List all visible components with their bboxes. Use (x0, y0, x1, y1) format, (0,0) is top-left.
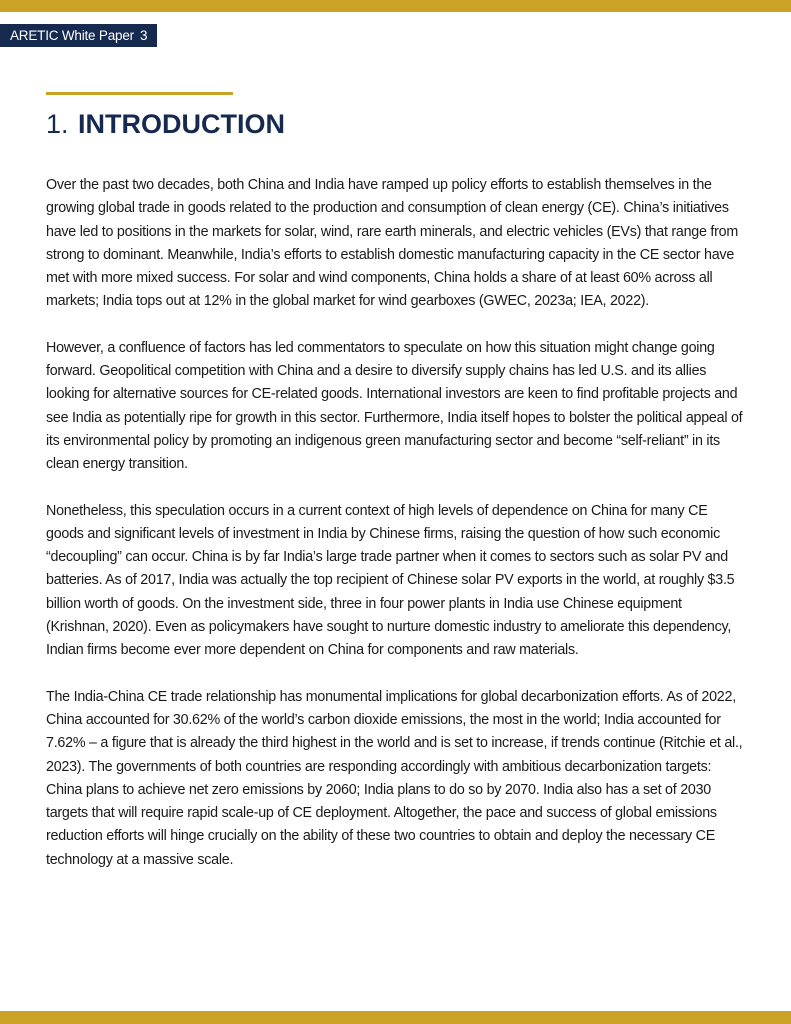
paragraph: Nonetheless, this speculation occurs in a current context of high levels of dependence on China for many CE goods and significant levels of investment in India by Chinese firms, raising the question of how such economic “decoupling” can occur. China is by far India’s large trade partner when it comes to sectors such as solar PV and batteries. As of 2017, India was actually the top recipient of Chinese solar PV exports in the world, at roughly $3.5 billion worth of goods. On the investment side, three in four power plants in India use Chinese equipment (Krishnan, 2020). Even as policymakers have sought to nurture domestic industry to ameliorate this dependency, Indian firms become ever more dependent on China for components and raw materials. (46, 502, 735, 659)
header-title: ARETIC White Paper (10, 28, 134, 43)
paragraph: However, a confluence of factors has led commentators to speculate on how this situation might change going forward. Geopolitical competition with China and a desire to diversify supply chains has led U.S. and its allies looking for alternative sources for CE-related goods. International investors are keen to find profitable projects and see India as potentially ripe for growth in this sector. Furthermore, India itself hopes to bolster the political appeal of its environmental policy by promoting an indigenous green manufacturing sector and become “self-reliant” in its clean energy transition. (46, 339, 743, 473)
page-number: 3 (139, 28, 148, 43)
running-header (0, 24, 157, 47)
paragraph: Over the past two decades, both China and India have ramped up policy efforts to establish themselves in the growing global trade in goods related to the production and consumption of clean energy (CE). China’s initiatives have led to positions in the markets for solar, wind, rare earth minerals, and electric vehicles (EVs) that range from strong to dominant. Meanwhile, India’s efforts to establish domestic manufacturing capacity in the CE sector have met with more mixed success. For solar and wind components, China holds a share of at least 60% across all markets; India tops out at 12% in the global market for wind gearboxes (GWEC, 2023a; IEA, 2022). (46, 177, 739, 310)
bottom-accent-bar (0, 1011, 791, 1024)
section-title: INTRODUCTION (78, 109, 286, 139)
section-number: 1. (46, 109, 69, 139)
body-text (46, 174, 746, 895)
section-heading (46, 106, 285, 142)
title-rule (46, 92, 233, 95)
top-accent-bar (0, 0, 791, 12)
paragraph: The India-China CE trade relationship has monumental implications for global decarbonization efforts. As of 2022, China accounted for 30.62% of the world’s carbon dioxide emissions, the most in the world; India accounted for 7.62% – a figure that is already the third highest in the world and is set to increase, if trends continue (Ritchie et al., 2023). The governments of both countries are responding accordingly with ambitious decarbonization targets: China plans to achieve net zero emissions by 2060; India plans to do so by 2070. India also has a set of 2030 targets that will require rapid scale-up of CE deployment. Altogether, the pace and success of global emissions reduction efforts will hinge crucially on the ability of these two countries to obtain and deploy the necessary CE technology at a massive scale. (46, 688, 743, 868)
